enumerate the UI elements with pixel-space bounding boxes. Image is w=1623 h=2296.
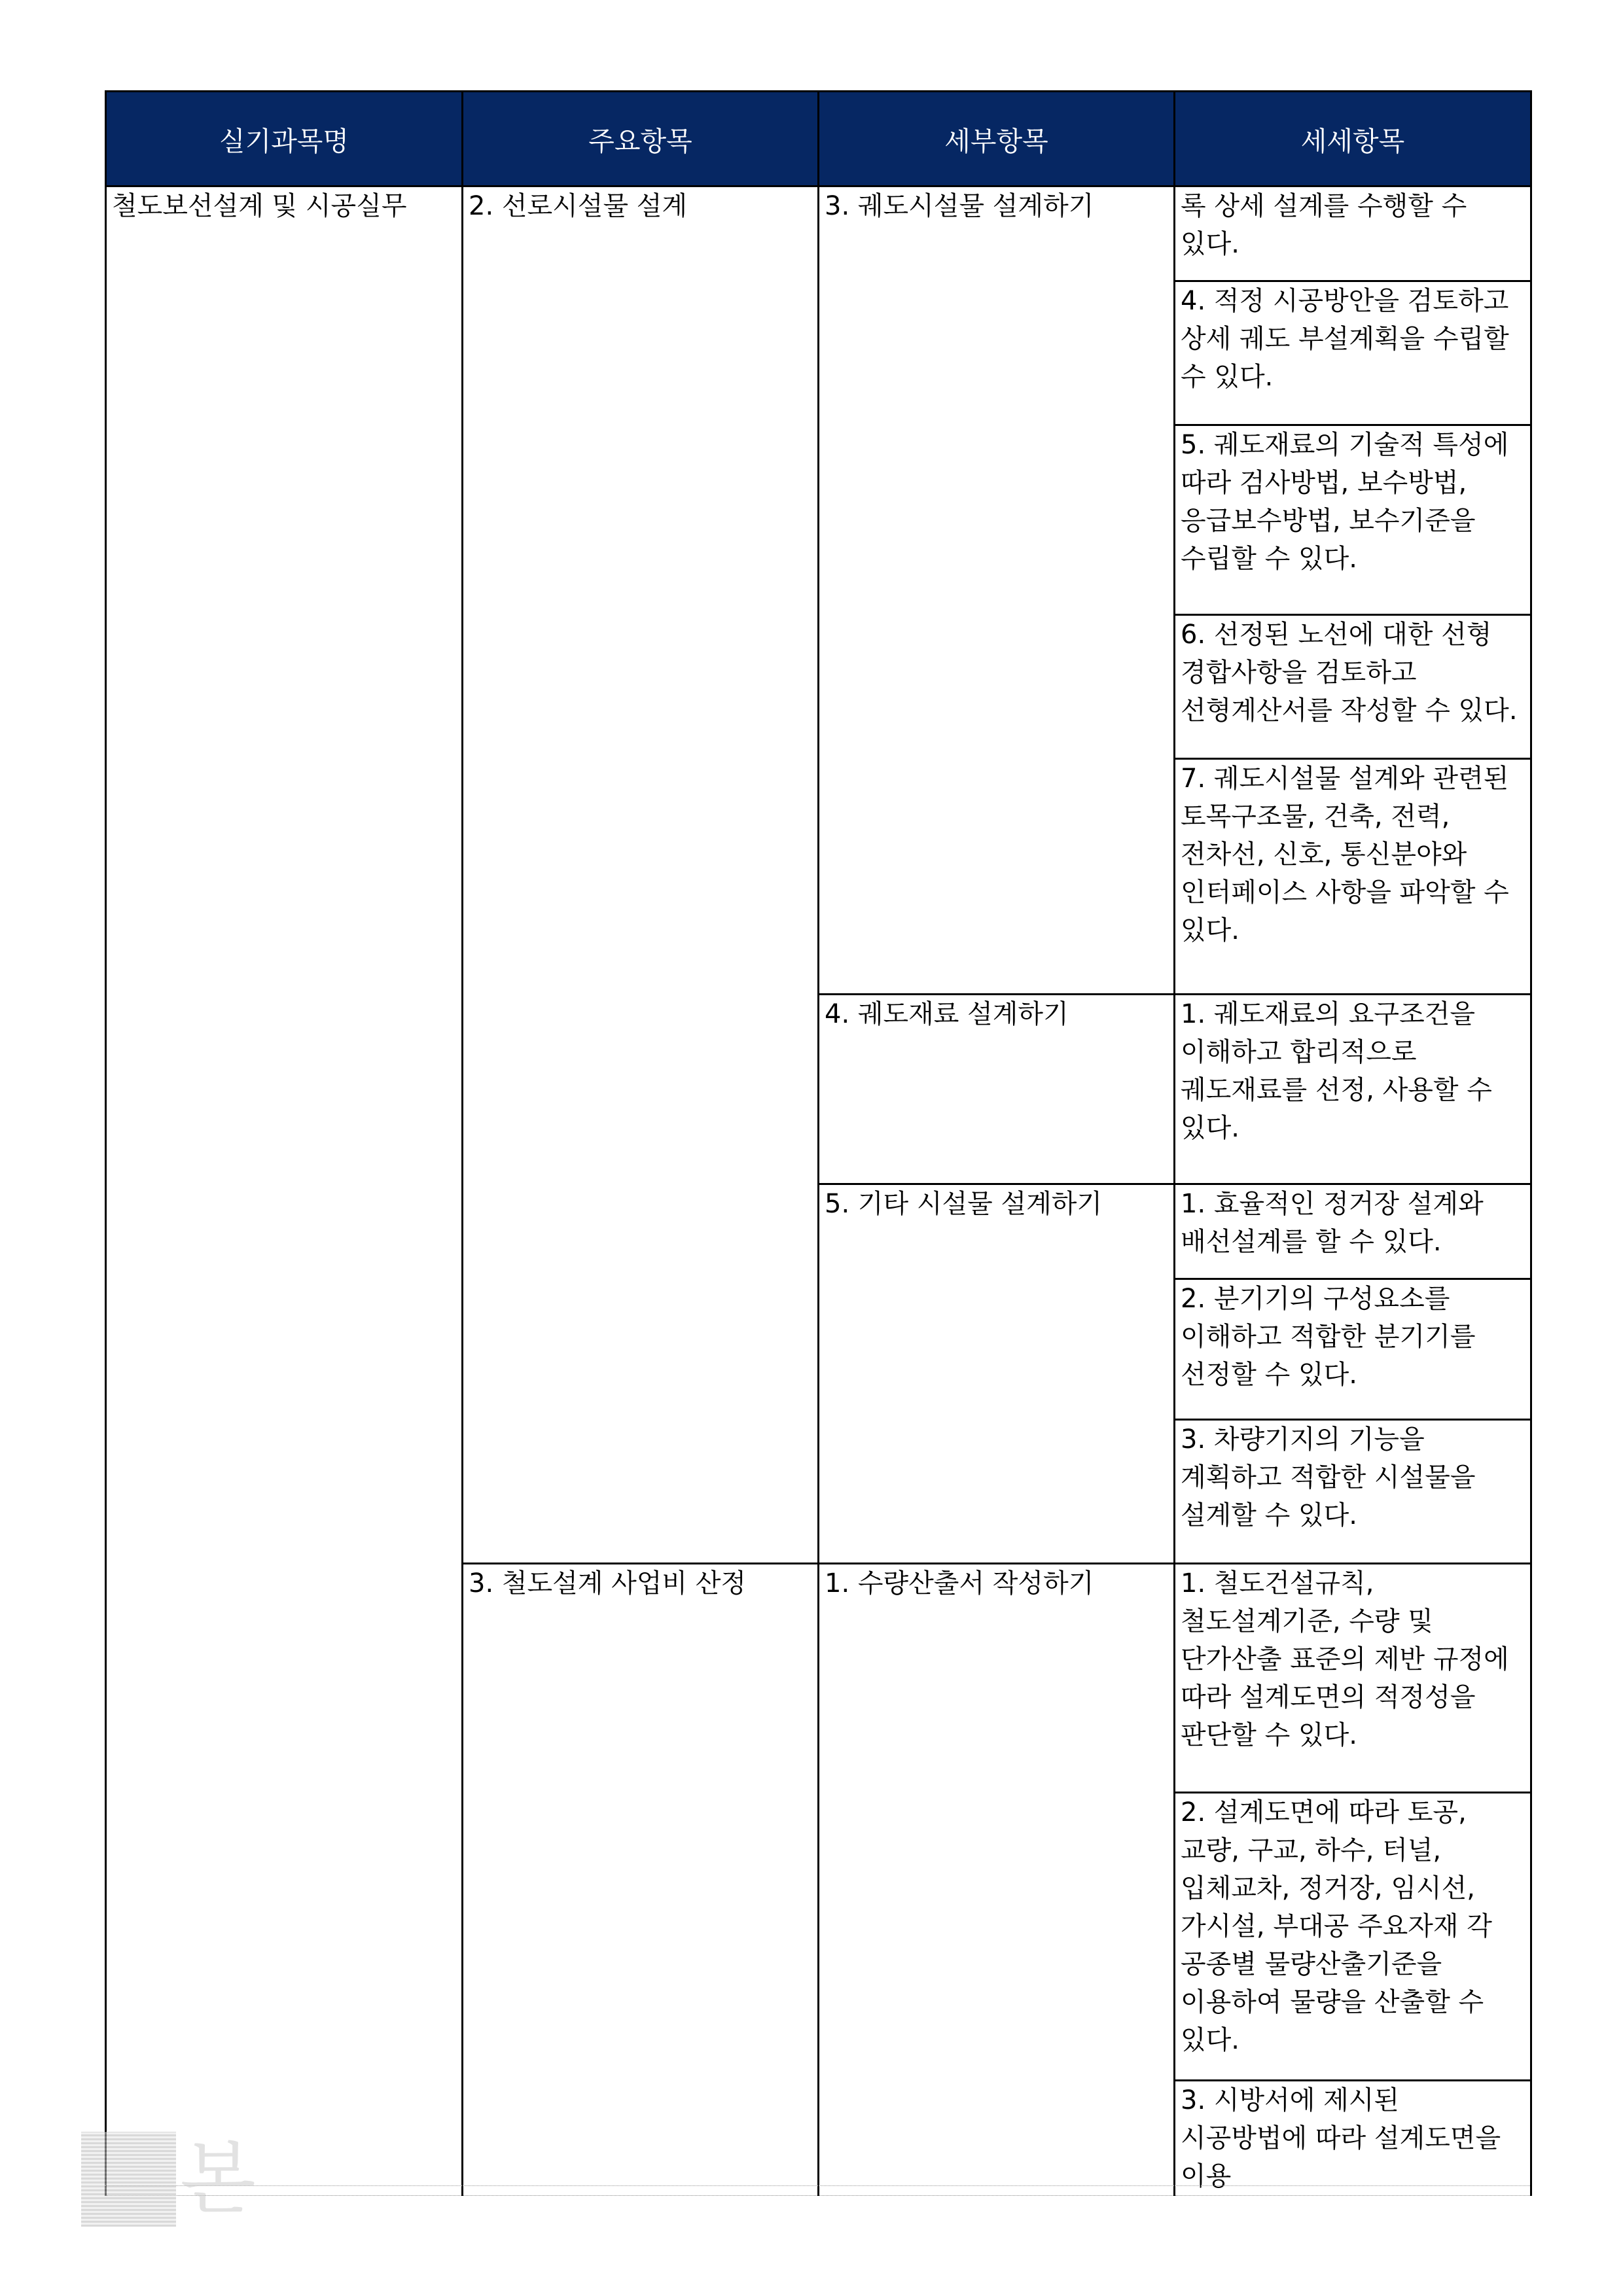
sub-item-cell: 1. 수량산출서 작성하기 (819, 1564, 1175, 2196)
sub-item-cell: 5. 기타 시설물 설계하기 (819, 1184, 1175, 1564)
detail-cell: 6. 선정된 노선에 대한 선형 경합사항을 검토하고 선형계산서를 작성할 수 있다. (1175, 615, 1531, 759)
watermark-char: 본 (180, 2134, 256, 2225)
detail-cell: 록 상세 설계를 수행할 수 있다. (1175, 186, 1531, 281)
syllabus-table (105, 90, 1532, 2196)
detail-cell: 3. 시방서에 제시된 시공방법에 따라 설계도면을 이용 (1175, 2081, 1531, 2196)
header-row (106, 92, 1531, 186)
detail-cell: 2. 분기기의 구성요소를 이해하고 적합한 분기기를 선정할 수 있다. (1175, 1279, 1531, 1420)
detail-cell: 4. 적정 시공방안을 검토하고 상세 궤도 부설계획을 수립할 수 있다. (1175, 281, 1531, 425)
sub-item-cell: 3. 궤도시설물 설계하기 (819, 186, 1175, 995)
detail-cell: 3. 차량기지의 기능을 계획하고 적합한 시설물을 설계할 수 있다. (1175, 1420, 1531, 1564)
header-subject: 실기과목명 (106, 92, 463, 186)
detail-cell: 1. 철도건설규칙, 철도설계기준, 수량 및 단가산출 표준의 제반 규정에 따라 설계도면의 적정성을 판단할 수 있다. (1175, 1564, 1531, 1793)
detail-cell: 1. 궤도재료의 요구조건을 이해하고 합리적으로 궤도재료를 선정, 사용할 수 있다. (1175, 995, 1531, 1184)
detail-cell: 1. 효율적인 정거장 설계와 배선설계를 할 수 있다. (1175, 1184, 1531, 1279)
header-major-item: 주요항목 (463, 92, 819, 186)
detail-cell: 2. 설계도면에 따라 토공, 교량, 구교, 하수, 터널, 입체교차, 정거장, 임시선, 가시설, 부대공 주요자재 각 공종별 물량산출기준을 이용하여 물량을 산출할 수 있다. (1175, 1793, 1531, 2081)
major-item-cell: 3. 철도설계 사업비 산정 (463, 1564, 819, 2196)
watermark (81, 2132, 271, 2227)
major-item-cell: 2. 선로시설물 설계 (463, 186, 819, 1564)
header-sub-item: 세부항목 (819, 92, 1175, 186)
sub-item-cell: 4. 궤도재료 설계하기 (819, 995, 1175, 1184)
detail-cell: 5. 궤도재료의 기술적 특성에 따라 검사방법, 보수방법, 응급보수방법, 보수기준을 수립할 수 있다. (1175, 425, 1531, 615)
page-cut-line (105, 2185, 1530, 2186)
watermark-pattern (81, 2132, 176, 2227)
subject-cell: 철도보선설계 및 시공실무 (106, 186, 463, 2196)
header-detail-item: 세세항목 (1175, 92, 1531, 186)
detail-cell: 7. 궤도시설물 설계와 관련된 토목구조물, 건축, 전력, 전차선, 신호, 통신분야와 인터페이스 사항을 파악할 수 있다. (1175, 759, 1531, 995)
table-row (106, 186, 1531, 281)
